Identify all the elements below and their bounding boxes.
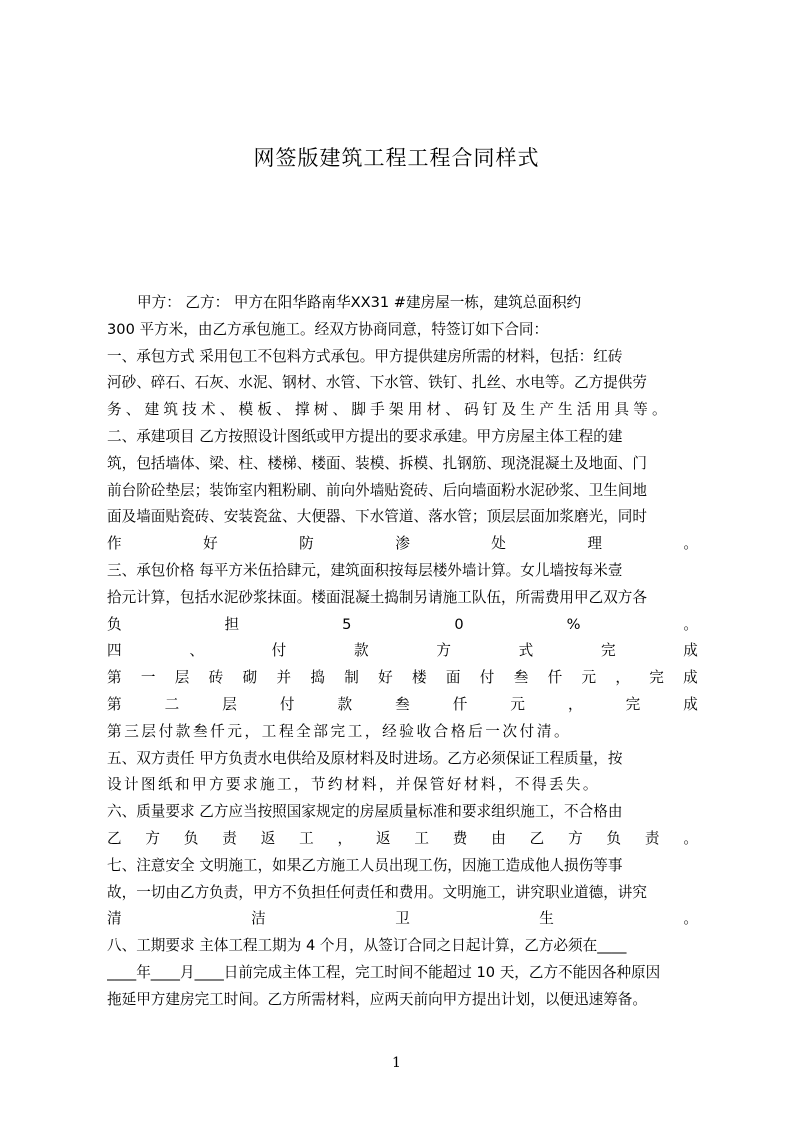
justified-char: 成: [683, 669, 698, 687]
contract-line: 七、注意安全 文明施工，如果乙方施工人员出现工伤，因施工造成他人损伤等事: [107, 856, 623, 874]
justified-char: ，: [615, 669, 630, 687]
justified-char: 面: [445, 669, 461, 687]
contract-line-justified: [107, 531, 698, 558]
contract-line-justified: [107, 638, 698, 665]
contract-line: 拾元计算，包括水泥砂浆抹面。楼面混凝土捣制另请施工队伍，所需费用甲乙双方各: [107, 588, 647, 606]
justified-char: 款: [337, 695, 353, 713]
justified-char: %: [566, 615, 581, 633]
justified-char: 仟: [452, 695, 468, 713]
justified-char: 返: [375, 829, 391, 847]
justified-char: 第: [107, 695, 122, 713]
justified-char: ，: [568, 695, 583, 713]
justified-char: 清: [107, 910, 122, 928]
justified-char: 制: [344, 669, 359, 687]
justified-char: 洁: [251, 910, 266, 928]
justified-char: 工: [299, 829, 314, 847]
justified-char: 防: [299, 535, 314, 553]
justified-char: 一: [140, 669, 156, 687]
contract-line: 拖延甲方建房完工时间。乙方所需材料，应两天前向甲方提出计划，以便迅速筹备。: [107, 990, 647, 1008]
justified-char: 返: [260, 829, 276, 847]
justified-char: 层: [174, 669, 190, 687]
justified-char: 方: [568, 829, 583, 847]
justified-char: 成: [683, 695, 698, 713]
contract-line: 筑，包括墙体、梁、柱、楼梯、楼面、装模、拆模、扎钢筋、现浇混凝土及地面、门: [107, 454, 647, 472]
contract-line: 300 平方米，由乙方承包施工。经双方协商同意，特签订如下合同：: [107, 320, 549, 338]
justified-char: 渗: [395, 535, 410, 553]
justified-char: 。: [683, 535, 698, 553]
document-title: 网签版建筑工程工程合同样式: [253, 146, 540, 170]
contract-line-justified: [107, 692, 698, 719]
justified-char: 元: [510, 695, 525, 713]
justified-char: 款: [353, 642, 369, 660]
justified-char: 叁: [395, 695, 410, 713]
justified-char: 完: [625, 695, 641, 713]
justified-char: 责: [644, 829, 660, 847]
justified-char: 费: [452, 829, 468, 847]
contract-line-justified: [107, 612, 698, 639]
contract-line: 五、双方责任 甲方负责水电供给及原材料及时进场。乙方必须保证工程质量，按: [107, 749, 623, 767]
justified-char: 责: [222, 829, 237, 847]
justified-char: 担: [224, 615, 240, 633]
contract-line: 八、工期要求 主体工程工期为 4 个月，从签订合同之日起计算，乙方必须在____: [107, 937, 627, 955]
justified-char: 5: [342, 615, 352, 633]
justified-char: 元: [581, 669, 597, 687]
contract-line: 河砂、碎石、石灰、水泥、钢材、水管、下水管、铁钉、扎丝、水电等。乙方提供劳: [107, 374, 647, 392]
justified-char: 负: [606, 829, 622, 847]
justified-char: 完: [649, 669, 664, 687]
justified-char: 理: [587, 535, 602, 553]
justified-char: 。: [683, 829, 698, 847]
contract-line-justified: [107, 665, 698, 692]
justified-char: 并: [276, 669, 292, 687]
justified-char: 生: [539, 910, 554, 928]
justified-char: 完: [600, 642, 616, 660]
justified-char: 、: [189, 642, 204, 660]
justified-char: 0: [454, 615, 464, 633]
justified-char: 砌: [242, 669, 258, 687]
justified-char: 卫: [395, 910, 410, 928]
justified-char: 方: [436, 642, 451, 660]
justified-char: 处: [491, 535, 506, 553]
justified-char: 捣: [310, 669, 325, 687]
justified-char: 四: [107, 642, 122, 660]
contract-line: 第三层付款叁仟元，工程全部完工，经验收合格后一次付清。: [107, 722, 572, 740]
contract-body: [107, 290, 698, 1014]
justified-char: 负: [107, 615, 122, 633]
justified-char: ，: [337, 829, 353, 847]
justified-char: 工: [414, 829, 429, 847]
justified-char: 乙: [107, 829, 122, 847]
contract-line: 二、承建项目 乙方按照设计图纸或甲方提出的要求承建。甲方房屋主体工程的建: [107, 427, 623, 445]
justified-char: 付: [279, 695, 295, 713]
contract-line: 三、承包价格 每平方米伍拾肆元，建筑面积按每层楼外墙计算。女儿墙按每米壹: [107, 561, 623, 579]
justified-char: 付: [479, 669, 495, 687]
contract-line: 前台阶砼垫层；装饰室内粗粉刷、前向外墙贴瓷砖、后向墙面粉水泥砂浆、卫生间地: [107, 481, 647, 499]
justified-char: 第: [107, 669, 122, 687]
justified-char: 乙: [529, 829, 545, 847]
justified-char: 成: [683, 642, 698, 660]
contract-line: 六、质量要求 乙方应当按照国家规定的房屋质量标准和要求组织施工，不合格由: [107, 803, 623, 821]
contract-line: 务、建筑技术、模板、撑树、脚手架用材、码钉及生产生活用具等。: [107, 401, 671, 419]
contract-line: 设计图纸和甲方要求施工，节约材料，并保管好材料，不得丢失。: [107, 776, 600, 794]
justified-char: 。: [683, 615, 698, 633]
justified-char: 方: [145, 829, 161, 847]
contract-line: 面及墙面贴瓷砖、安装瓷盆、大便器、下水管道、落水管；顶层层面加浆磨光，同时: [107, 508, 647, 526]
justified-char: 仟: [547, 669, 563, 687]
justified-char: 楼: [412, 669, 427, 687]
justified-char: 叁: [513, 669, 529, 687]
contract-line: ____年____月____日前完成主体工程，完工时间不能超过 10 天，乙方不能因各种原因: [107, 963, 661, 981]
justified-char: 好: [378, 669, 393, 687]
contract-line-justified: [107, 826, 698, 853]
page-number: 1: [392, 1055, 401, 1071]
justified-char: 式: [518, 642, 534, 660]
justified-char: 付: [271, 642, 287, 660]
justified-char: 层: [222, 695, 237, 713]
justified-char: 。: [683, 910, 698, 928]
justified-char: 作: [107, 535, 122, 553]
justified-char: 二: [164, 695, 180, 713]
justified-char: 砖: [208, 669, 224, 687]
justified-char: 由: [491, 829, 506, 847]
justified-char: 好: [203, 535, 218, 553]
contract-line: 甲方： 乙方： 甲方在阳华路南华XX31 #建房屋一栋，建筑总面积约: [137, 294, 582, 311]
justified-char: 负: [183, 829, 199, 847]
contract-line: 一、承包方式 采用包工不包料方式承包。甲方提供建房所需的材料，包括：红砖: [107, 347, 623, 365]
contract-line-justified: [107, 906, 698, 933]
contract-line: 故，一切由乙方负责，甲方不负担任何责任和费用。文明施工，讲究职业道德，讲究: [107, 883, 647, 901]
